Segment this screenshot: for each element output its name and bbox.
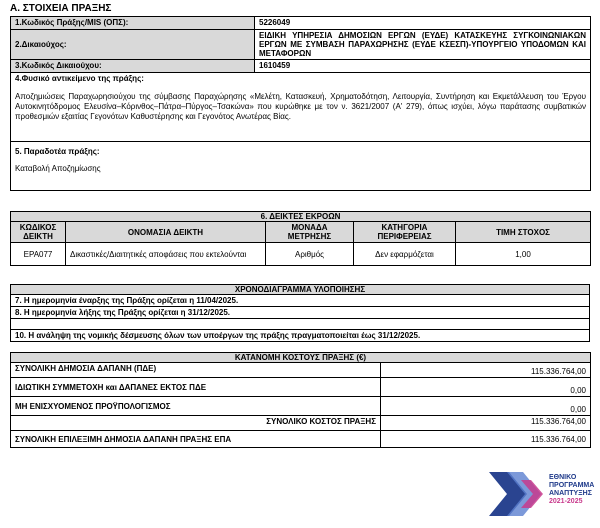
logo-line-3: ΑΝΑΠΤΥΞΗΣ [549,490,592,497]
cost-value-unfunded: 0,00 [381,397,591,416]
cost-label-unfunded: ΜΗ ΕΝΙΣΧΥΟΜΕΝΟΣ ΠΡΟΫΠΟΛΟΓΙΣΜΟΣ [11,397,381,416]
schedule-commitment [11,330,590,342]
table-row [11,397,591,416]
info-table [10,16,591,191]
cost-label-public: ΣΥΝΟΛΙΚΗ ΔΗΜΟΣΙΑ ΔΑΠΑΝΗ (ΠΔΕ) [11,363,381,378]
table-row [11,363,591,378]
document-page [10,0,590,448]
logo-line-2: ΠΡΟΓΡΑΜΜΑ [549,482,595,489]
indicators-header-target: ΤΙΜΗ ΣΤΟΧΟΣ [456,222,591,243]
table-row [11,431,591,448]
cost-value-private: 0,00 [381,378,591,397]
cost-value-total: 115.336.764,00 [381,416,591,431]
indicator-name: Δικαστικές/Διαιτητικές αποφάσεις που εκτελούνται [66,243,266,266]
schedule-start [11,295,590,307]
deliverables-text: Καταβολή Αποζημίωσης [15,164,101,173]
cost-value-public: 115.336.764,00 [381,363,591,378]
deliverables-label: 5. Παραδοτέα πράξης: [15,147,100,156]
indicator-category: Δεν εφαρμόζεται [354,243,456,266]
schedule-start-date: 11/04/2025. [196,296,239,305]
indicator-target: 1,00 [456,243,591,266]
indicators-header-code: ΚΩΔΙΚΟΣ ΔΕΙΚΤΗ [11,222,66,243]
beneficiary-label: 2.Δικαιούχος: [11,30,255,60]
indicator-unit: Αριθμός [266,243,354,266]
section-title: Α. ΣΤΟΙΧΕΙΑ ΠΡΑΞΗΣ [10,3,112,14]
indicators-header-category: ΚΑΤΗΓΟΡΙΑ ΠΕΡΙΦΕΡΕΙΑΣ [354,222,456,243]
indicators-table [10,211,591,266]
physical-object-text: Αποζημιώσεις Παραχωρησιούχου της σύμβασης Παραχώρησης «Μελέτη, Κατασκευή, Χρηματοδότηση, Λειτουργία, Συντήρηση και Εκμετάλλευση του Έργου Αυτοκινητόδρομος Ελευσίνα–Κόρινθος–Πάτρα–Πύργος–Τσακώνα» που κυρώθηκε με τον ν. 3621/2007 (Α' 279), όπως ισχύει, λόγω παράτασης συμβατικών προθεσμιών εξαιτίας Γεγονότων Καθυστέρησης και Γεγονότος Ανωτέρας Βίας. [15,92,586,121]
physical-object-label: 4.Φυσικό αντικείμενο της πράξης: [15,74,144,83]
schedule-commit-prefix: 10. Η ανάληψη της νομικής δέσμευσης όλων των υποέργων της πράξης πραγματοποιείται έως [15,331,378,340]
table-row [11,416,591,431]
costs-title: ΚΑΤΑΝΟΜΗ ΚΟΣΤΟΥΣ ΠΡΑΞΗΣ (€) [11,353,591,363]
cost-value-eligible: 115.336.764,00 [381,431,591,448]
schedule-title: ΧΡΟΝΟΔΙΑΓΡΑΜΜΑ ΥΛΟΠΟΙΗΣΗΣ [11,285,590,295]
schedule-end-date: 31/12/2025. [187,308,231,317]
cost-label-eligible: ΣΥΝΟΛΙΚΗ ΕΠΙΛΕΞΙΜΗ ΔΗΜΟΣΙΑ ΔΑΠΑΝΗ ΠΡΑΞΗΣ ΕΠΑ [11,431,381,448]
indicators-header-unit: ΜΟΝΑΔΑ ΜΕΤΡΗΣΗΣ [266,222,354,243]
code-label: 1.Κωδικός Πράξης/MIS (ΟΠΣ): [11,17,255,30]
code-value: 5226049 [255,17,591,30]
schedule-commit-date: 31/12/2025. [377,331,421,340]
beneficiary-value: ΕΙΔΙΚΗ ΥΠΗΡΕΣΙΑ ΔΗΜΟΣΙΩΝ ΕΡΓΩΝ (ΕΥΔΕ) ΚΑΤΑΣΚΕΥΗΣ ΣΥΓΚΟΙΝΩΝΙΑΚΩΝ ΕΡΓΩΝ ΜΕ ΣΥΜΒΑΣΗ ΠΑΡΑΧΩΡΗΣΗΣ (ΕΥΔΕ ΚΣΕΣΠ)-ΥΠΟΥΡΓΕΙΟ ΥΠΟΔΟΜΩΝ ΚΑΙ ΜΕΤΑΦΟΡΩΝ [255,30,591,60]
schedule-table [10,284,590,342]
physical-object-cell [11,73,591,142]
beneficiary-code-label: 3.Κωδικός Δικαιούχου: [11,60,255,73]
table-row [11,378,591,397]
deliverables-cell [11,142,591,191]
schedule-end [11,307,590,319]
schedule-spacer [11,319,590,330]
indicators-title: 6. ΔΕΙΚΤΕΣ ΕΚΡΟΩΝ [11,212,591,222]
logo-text [549,474,594,506]
schedule-end-prefix: 8. Η ημερομηνία λήξης της Πράξης ορίζεται η [15,308,188,317]
indicator-code: EPA077 [11,243,66,266]
cost-label-private: ΙΔΙΩΤΙΚΗ ΣΥΜΜΕΤΟΧΗ και ΔΑΠΑΝΕΣ ΕΚΤΟΣ ΠΔΕ [11,378,381,397]
logo-years: 2021-2025 [549,498,583,505]
table-row [11,243,591,266]
cost-label-total: ΣΥΝΟΛΙΚΟ ΚΟΣΤΟΣ ΠΡΑΞΗΣ [11,416,381,431]
logo-line-1: ΕΘΝΙΚΟ [549,474,577,481]
schedule-start-prefix: 7. Η ημερομηνία έναρξης της Πράξης ορίζεται η [15,296,197,305]
beneficiary-code-value: 1610459 [255,60,591,73]
costs-table [10,352,591,448]
indicators-header-name: ΟΝΟΜΑΣΙΑ ΔΕΙΚΤΗ [66,222,266,243]
